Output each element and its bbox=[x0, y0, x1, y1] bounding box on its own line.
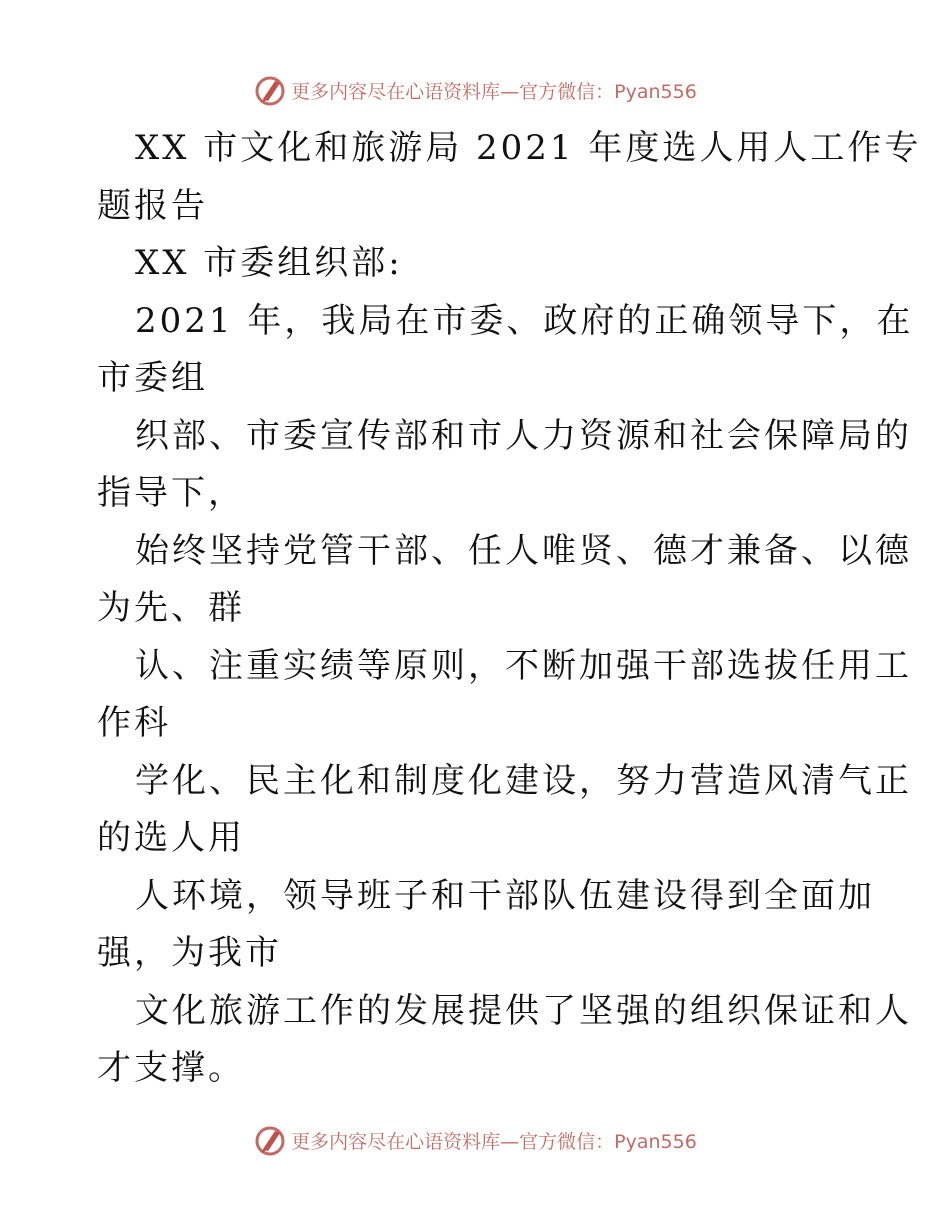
footer-watermark bbox=[0, 1123, 950, 1157]
title-line-1: XX 市文化和旅游局 2021 年度选人用人工作专 bbox=[135, 128, 922, 168]
paragraph-line: 指导下， bbox=[97, 473, 245, 513]
paragraph-line: 作科 bbox=[97, 703, 171, 743]
paragraph-line: 才支撑。 bbox=[97, 1048, 245, 1088]
watermark-text: 更多内容尽在心语资料库—官方微信：Pyan556 bbox=[291, 1130, 697, 1153]
watermark-text: 更多内容尽在心语资料库—官方微信：Pyan556 bbox=[291, 80, 697, 103]
paragraph-line: 学化、民主化和制度化建设，努力营造风清气正 bbox=[135, 760, 912, 801]
paragraph-line: 始终坚持党管干部、任人唯贤、德才兼备、以德 bbox=[135, 530, 912, 571]
paragraph-line: 织部、市委宣传部和市人力资源和社会保障局的 bbox=[135, 415, 912, 456]
paragraph-line: 的选人用 bbox=[97, 818, 245, 858]
document-body bbox=[97, 120, 922, 1098]
header-watermark bbox=[0, 73, 950, 107]
paragraph-line: 人环境，领导班子和干部队伍建设得到全面加 bbox=[135, 875, 875, 916]
paragraph-line: 认、注重实绩等原则，不断加强干部选拔任用工 bbox=[135, 645, 912, 686]
paragraph-line: 2021 年，我局在市委、政府的正确领导下，在 bbox=[135, 300, 914, 341]
brush-pen-logo-icon bbox=[253, 1123, 287, 1157]
brush-pen-logo-icon bbox=[253, 73, 287, 107]
title-line-2: 题报告 bbox=[97, 185, 208, 226]
salutation: XX 市委组织部: bbox=[135, 243, 403, 283]
paragraph-line: 强，为我市 bbox=[97, 933, 282, 973]
paragraph-line: 文化旅游工作的发展提供了坚强的组织保证和人 bbox=[135, 990, 912, 1031]
paragraph-line: 市委组 bbox=[97, 358, 208, 398]
paragraph-line: 为先、群 bbox=[97, 588, 245, 628]
